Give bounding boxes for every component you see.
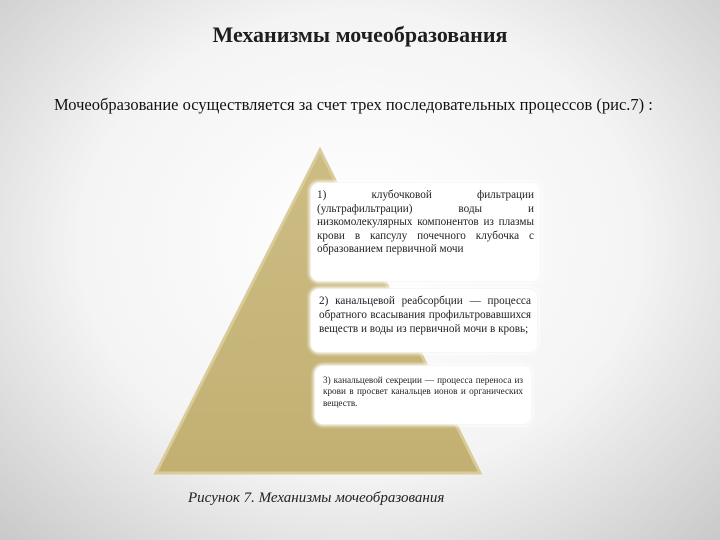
- step-1-box: 1) клубочковой фильтрации (ультрафильтрации) воды и низкомолекулярных компонентов из плазмы крови в капсулу почечного клубочка с образованием первичной мочи: [311, 183, 540, 281]
- slide-title: Механизмы мочеобразования: [212, 22, 508, 47]
- intro-paragraph: Мочеобразование осуществляется за счет трех последовательных процессов (рис.7) :: [54, 95, 653, 114]
- figure-caption: Рисунок 7. Механизмы мочеобразования: [188, 490, 445, 506]
- step-2-box: 2) канальцевой реабсорбции — процесса обратного всасывания профильтровавшихся веществ и воды из первичной мочи в кровь;: [311, 289, 537, 352]
- step-3-box: 3) канальцевой секреции — процесса переноса из крови в просвет канальцев ионов и органических веществ.: [315, 366, 531, 424]
